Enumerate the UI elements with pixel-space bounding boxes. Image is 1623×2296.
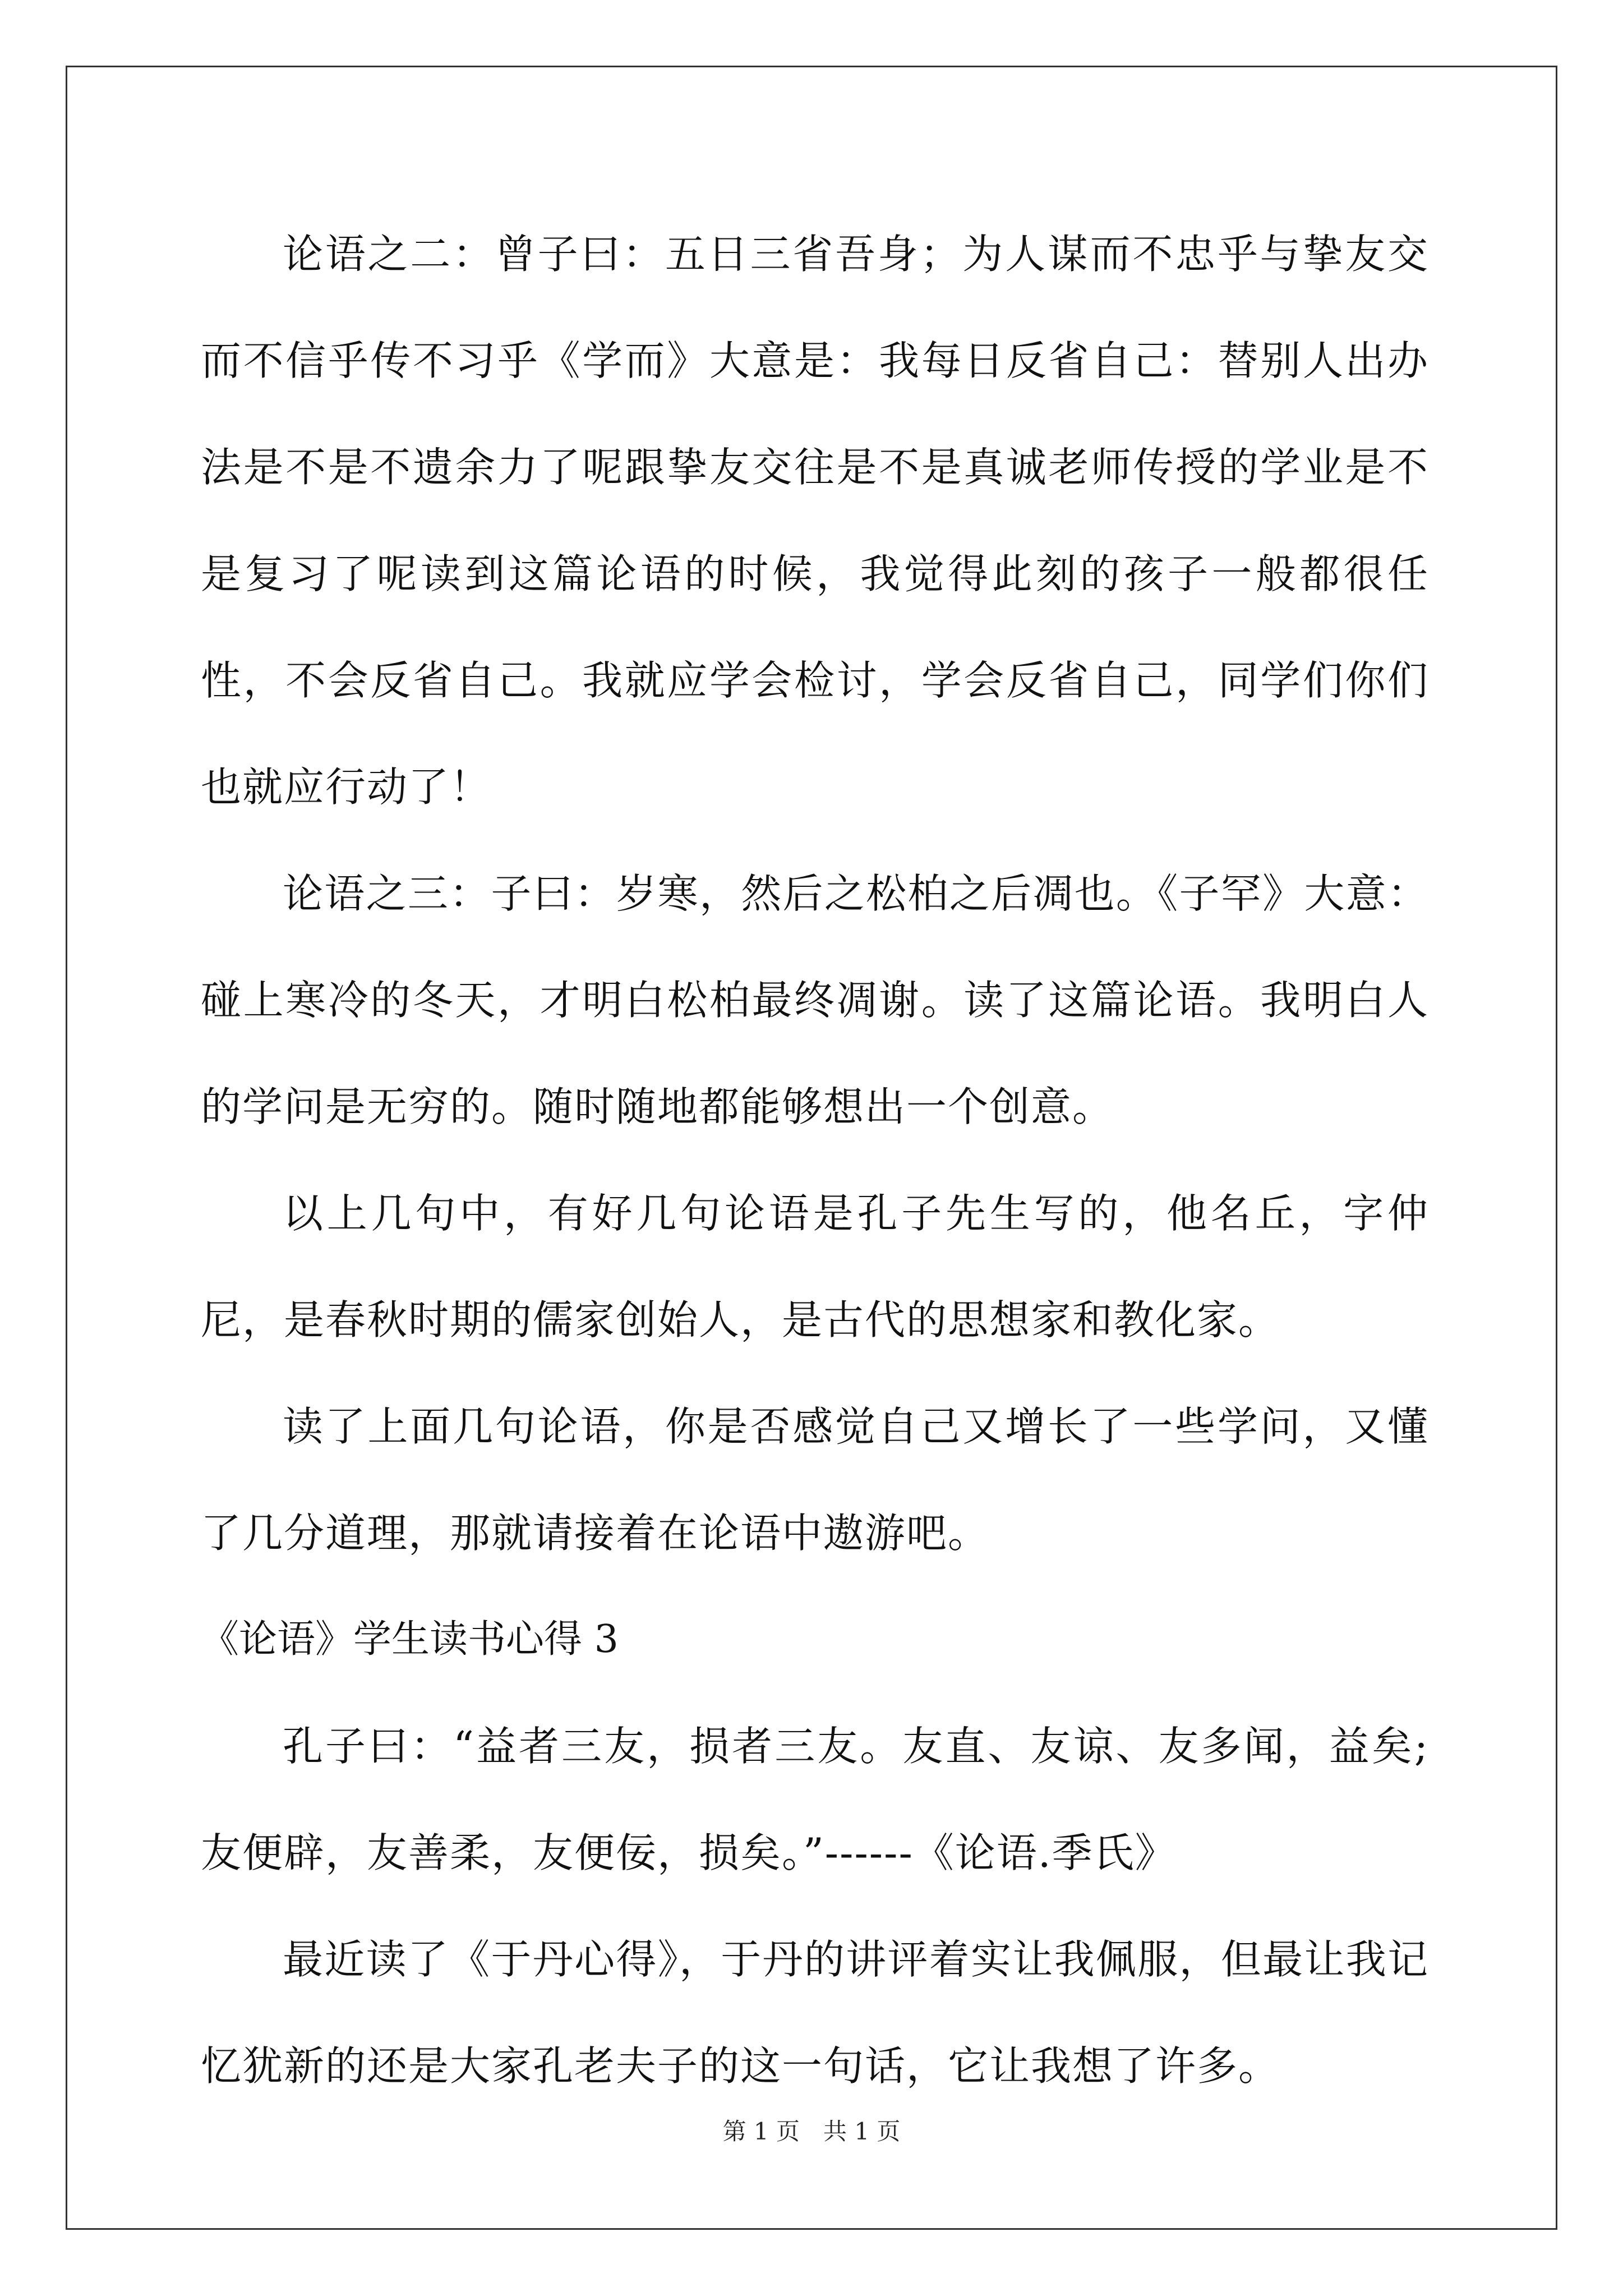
paragraph-yu-dan-reflection: 最近读了《于丹心得》，于丹的讲评着实让我佩服，但最让我记忆犹新的还是大家孔老夫子的这一句话，它让我想了许多。 — [201, 1936, 1429, 2090]
paragraph-confucius-intro: 以上几句中，有好几句论语是孔子先生写的，他名丘，字仲尼，是春秋时期的儒家创始人，是古代的思想家和教化家。 — [201, 1190, 1429, 1343]
paragraph-three-friends-quote: 孔子曰：“益者三友，损者三友。友直、友谅、友多闻，益矣;友便辟，友善柔，友便佞，损矣。”------《论语.季氏》 — [201, 1723, 1429, 1876]
paragraph-analects-2: 论语之二：曾子曰：五日三省吾身；为人谋而不忠乎与挚友交而不信乎传不习乎《学而》大意是：我每日反省自己：替别人出办法是不是不遗余力了呢跟挚友交往是不是真诚老师传授的学业是不是复习了呢读到这篇论语的时候，我觉得此刻的孩子一般都很任性，不会反省自己。我就应学会检讨，学会反省自己，同学们你们也就应行动了！ — [201, 231, 1429, 811]
page-number-footer: 第 1 页 共 1 页 — [722, 2118, 901, 2145]
document-body — [201, 201, 1429, 2119]
paragraph-analects-3: 论语之三：子曰：岁寒，然后之松柏之后凋也。《子罕》大意：碰上寒冷的冬天，才明白松柏最终凋谢。读了这篇论语。我明白人的学问是无穷的。随时随地都能够想出一个创意。 — [201, 870, 1429, 1130]
section-heading: 《论语》学生读书心得 3 — [201, 1617, 619, 1662]
paragraph-conclusion: 读了上面几句论语，你是否感觉自己又增长了一些学问，又懂了几分道理，那就请接着在论语中遨游吧。 — [201, 1403, 1429, 1557]
